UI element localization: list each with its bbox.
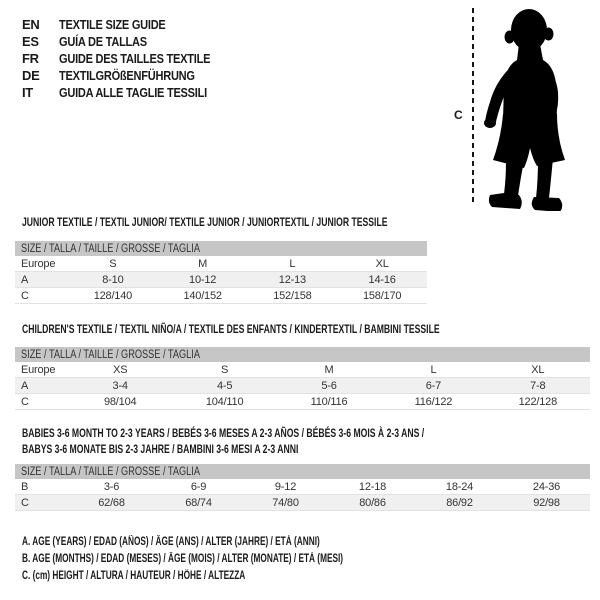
row-label: Europe <box>21 363 56 376</box>
size-cell: 5-6 <box>321 379 337 392</box>
children-table-title-text: CHILDREN'S TEXTILE / TEXTIL NIÑO/A / TEXTILE DES ENFANTS / KINDERTEXTIL / BAMBINI TESSILE <box>22 322 440 336</box>
size-cell: 140/152 <box>183 289 222 302</box>
note-text: C. (cm) HEIGHT / ALTURA / HAUTEUR / HÖHE / ALTEZZA <box>22 570 246 582</box>
language-title: GUIDA ALLE TAGLIE TESSILI <box>59 85 207 100</box>
row-label: B <box>21 480 29 493</box>
note-height <box>22 570 468 587</box>
size-cell: 86/92 <box>446 496 473 509</box>
language-code: DE <box>22 68 40 83</box>
size-cell: 62/68 <box>98 496 125 509</box>
size-cell: XL <box>375 257 389 270</box>
note-text: A. AGE (YEARS) / EDAD (AÑOS) / ÂGE (ANS) / ALTER (JAHRE) / ETÀ (ANNI) <box>22 536 320 548</box>
baby-silhouette <box>480 4 595 211</box>
size-cell: 74/80 <box>272 496 299 509</box>
size-cell: L <box>430 363 437 376</box>
babies-table-title-line1 <box>22 426 581 440</box>
row-label: C <box>21 289 29 302</box>
table-row <box>15 272 427 288</box>
size-cell: 24-36 <box>532 480 561 493</box>
junior-table-title-text: JUNIOR TEXTILE / TEXTIL JUNIOR/ TEXTILE JUNIOR / JUNIORTEXTIL / JUNIOR TESSILE <box>22 215 388 229</box>
size-cell: 92/98 <box>533 496 560 509</box>
row-label: C <box>21 496 29 509</box>
language-code: FR <box>22 51 39 66</box>
size-cell: 80/86 <box>359 496 386 509</box>
size-cell: 12-18 <box>358 480 387 493</box>
size-cell: M <box>198 257 208 270</box>
size-cell: 10-12 <box>189 273 217 286</box>
size-header-bar <box>15 464 590 479</box>
row-label: Europe <box>21 257 56 270</box>
language-code: ES <box>22 34 39 49</box>
language-code: IT <box>22 85 33 100</box>
size-header-label: SIZE / TALLA / TAILLE / GRÖSSE / TAGLIA <box>21 465 200 478</box>
size-cell: 110/116 <box>310 395 348 408</box>
size-cell: 4-5 <box>216 379 233 392</box>
table-row <box>15 394 590 410</box>
size-cell: L <box>289 257 296 270</box>
note-age-years <box>22 536 468 553</box>
language-row-fr <box>22 50 237 67</box>
language-row-es <box>22 33 237 50</box>
language-title: GUÍA DE TALLAS <box>59 34 147 49</box>
note-text: B. AGE (MONTHS) / EDAD (MESES) / ÂGE (MOIS) / ALTER (MONATE) / ETÀ (MESI) <box>22 553 344 565</box>
height-measure-label: C <box>454 108 463 122</box>
size-cell: 116/122 <box>414 395 453 408</box>
table-row <box>15 362 590 378</box>
children-size-table <box>15 347 590 410</box>
table-row <box>15 256 427 272</box>
size-cell: 122/128 <box>518 395 558 408</box>
size-header-label: SIZE / TALLA / TAILLE / GRÖSSE / TAGLIA <box>21 242 200 255</box>
size-cell: 104/110 <box>205 395 244 408</box>
size-cell: 14-16 <box>368 273 396 286</box>
row-label: A <box>21 379 29 392</box>
size-header-label: SIZE / TALLA / TAILLE / GRÖSSE / TAGLIA <box>21 348 200 361</box>
language-row-it <box>22 84 237 101</box>
junior-table-title <box>22 215 530 229</box>
size-cell: 3-6 <box>103 480 120 493</box>
row-label: A <box>21 273 29 286</box>
babies-table-title-text1: BABIES 3-6 MONTH TO 2-3 YEARS / BEBÉS 3-6 MESES A 2-3 AÑOS / BÉBÉS 3-6 MOIS À 2-3 ANS / <box>22 426 425 440</box>
row-label: C <box>21 395 29 408</box>
size-cell: 128/140 <box>93 289 133 302</box>
size-cell: 7-8 <box>530 379 546 392</box>
junior-size-table <box>15 241 427 304</box>
language-title: GUIDE DES TAILLES TEXTILE <box>59 51 211 66</box>
footnotes <box>22 536 468 587</box>
size-cell: 158/170 <box>362 289 402 302</box>
size-cell: 3-4 <box>112 379 128 392</box>
size-cell: 6-9 <box>190 480 207 493</box>
children-table-title <box>22 322 600 336</box>
language-row-de <box>22 67 237 84</box>
size-cell: M <box>324 363 334 376</box>
table-row <box>15 288 427 304</box>
size-header-bar <box>15 241 427 256</box>
babies-size-table <box>15 464 590 511</box>
babies-table-title-text2: BABYS 3-6 MONATE BIS 2-3 JAHRE / BAMBINI 3-6 MESI A 2-3 ANNI <box>22 442 299 456</box>
size-cell: XS <box>113 363 128 376</box>
table-row <box>15 479 590 495</box>
height-dashed-line <box>472 8 474 206</box>
size-cell: 8-10 <box>102 273 124 286</box>
size-cell: 9-12 <box>274 480 297 493</box>
language-list <box>22 16 237 101</box>
size-cell: 12-13 <box>278 273 306 286</box>
size-cell: 98/104 <box>103 395 137 408</box>
language-code: EN <box>22 17 40 32</box>
size-cell: S <box>221 363 229 376</box>
language-title: TEXTILE SIZE GUIDE <box>59 17 166 32</box>
size-cell: 68/74 <box>185 496 212 509</box>
language-title: TEXTILGRÖßENFÜHRUNG <box>59 68 195 83</box>
babies-table-title-line2 <box>22 442 406 456</box>
size-cell: S <box>109 257 117 270</box>
language-row-en <box>22 16 237 33</box>
size-cell: 18-24 <box>445 480 474 493</box>
table-row <box>15 378 590 394</box>
note-age-months <box>22 553 468 570</box>
size-cell: XL <box>531 363 545 376</box>
size-cell: 152/158 <box>273 289 312 302</box>
size-header-bar <box>15 347 590 362</box>
table-row <box>15 495 590 511</box>
size-cell: 6-7 <box>425 379 442 392</box>
